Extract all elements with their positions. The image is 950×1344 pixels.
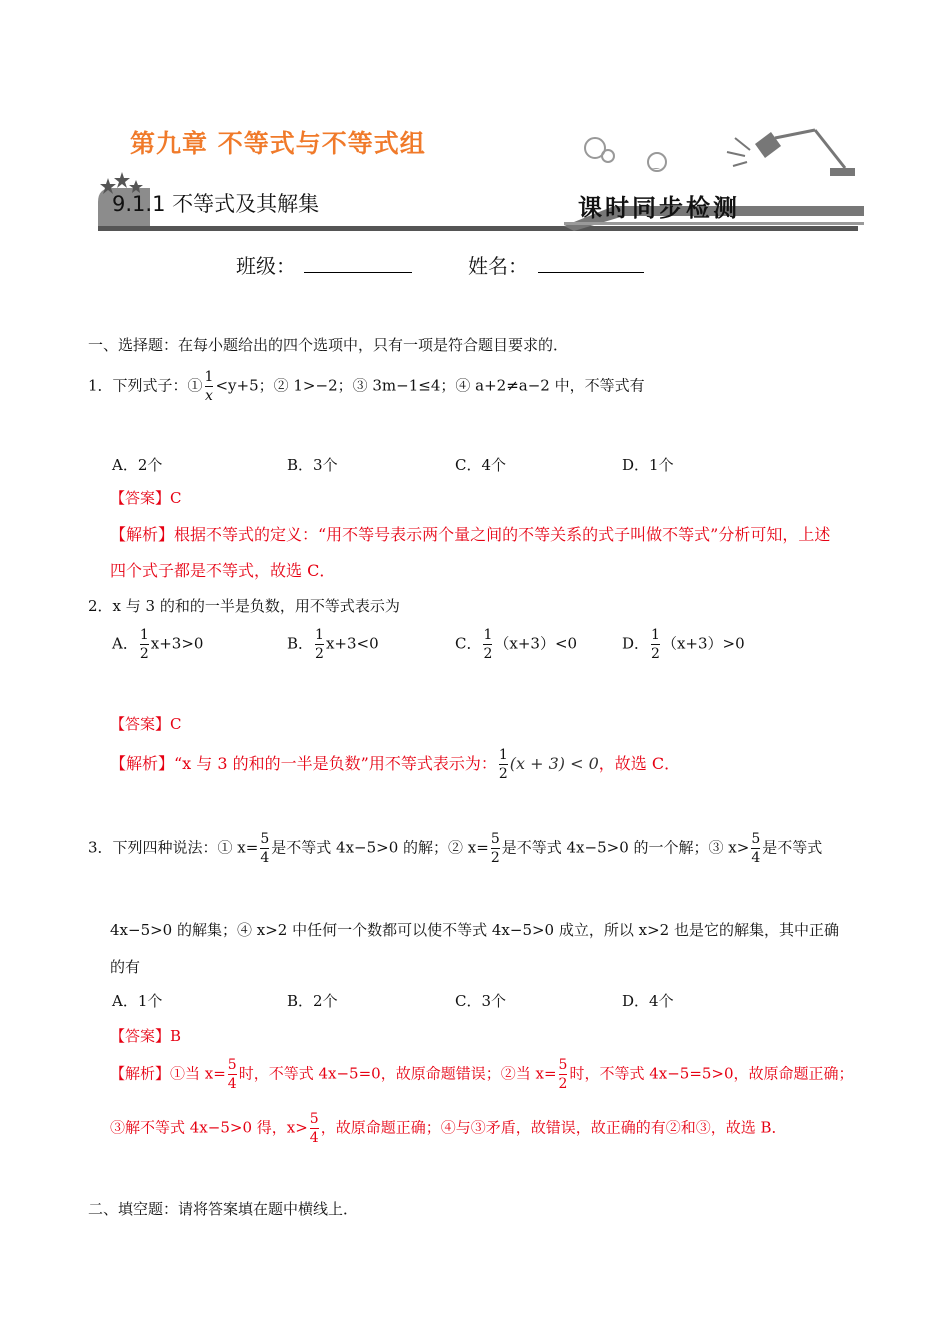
- sync-label: 课时同步检测: [578, 193, 740, 222]
- name-label: 姓名：: [468, 254, 528, 278]
- q2-option-a[interactable]: A． $\frac{1}{2}$ x+3>0: [112, 627, 204, 662]
- section-title: 9.1.1 不等式及其解集: [112, 192, 320, 216]
- q2-stem: 2．x 与 3 的和的一半是负数，用不等式表示为: [88, 597, 400, 615]
- q2-answer: 【答案】C: [110, 715, 182, 733]
- q3-stem-line1: 3．下列四种说法：① x= $\frac{5}{4}$ 是不等式 4x−5>0 的解；② x= $\frac{5}{2}$ 是不等式 4x−5>0 的一个解；③ x> $\frac{5}{4}$ 是不等式: [88, 831, 823, 866]
- q1-stem-rest: <y+5；② 1>−2；③ 3m−1≤4；④ a+2≠a−2 中，不等式有: [215, 376, 645, 395]
- q3-option-c[interactable]: C．3个: [455, 992, 507, 1010]
- q1-prefix: 1．下列式子：①: [88, 376, 203, 395]
- q3-analysis-line1: 【解析】①当 x= $\frac{5}{4}$ 时，不等式 4x−5=0，故原命题错误；②当 x= $\frac{5}{2}$ 时，不等式 4x−5=5>0，故原命题正确；: [110, 1057, 854, 1092]
- q1-option-b[interactable]: B．3个: [287, 456, 338, 474]
- part1-heading: 一、选择题：在每小题给出的四个选项中，只有一项是符合题目要求的．: [88, 336, 569, 354]
- lamp-decoration: [575, 128, 855, 188]
- q1-option-a[interactable]: A．2个: [112, 456, 163, 474]
- q3-analysis-line2: ③解不等式 4x−5>0 得，x> $\frac{5}{4}$ ，故原命题正确；④与③矛盾，故错误，故正确的有②和③，故选 B．: [110, 1111, 787, 1146]
- q1-stem: [88, 370, 645, 403]
- q1-fraction: $\frac{1}{x}$: [204, 369, 214, 404]
- q3-option-b[interactable]: B．2个: [287, 992, 338, 1010]
- q1-option-c[interactable]: C．4个: [455, 456, 507, 474]
- q3-option-a[interactable]: A．1个: [112, 992, 163, 1010]
- chapter-title: 第九章 不等式与不等式组: [130, 129, 426, 158]
- q1-option-d[interactable]: D．1个: [622, 456, 674, 474]
- q2-option-b[interactable]: B． $\frac{1}{2}$ x+3<0: [287, 627, 379, 662]
- class-input[interactable]: [304, 252, 412, 273]
- q2-analysis: 【解析】“x 与 3 的和的一半是负数”用不等式表示为： $\frac{1}{2}$ (x + 3) < 0，故选 C．: [110, 747, 681, 782]
- q1-analysis-line1: 【解析】根据不等式的定义：“用不等号表示两个量之间的不等关系的式子叫做不等式”分析可知，上述: [110, 525, 831, 544]
- q1-analysis-line2: 四个式子都是不等式，故选 C．: [110, 561, 336, 580]
- q3-stem-line2: 4x−5>0 的解集；④ x>2 中任何一个数都可以使不等式 4x−5>0 成立，所以 x>2 也是它的解集，其中正确: [110, 921, 839, 939]
- q2-option-c[interactable]: C． $\frac{1}{2}$ （x+3）<0: [455, 627, 578, 662]
- q3-option-d[interactable]: D．4个: [622, 992, 674, 1010]
- class-label: 班级：: [236, 254, 296, 278]
- name-input[interactable]: [538, 252, 644, 273]
- q1-answer: 【答案】C: [110, 489, 182, 507]
- q3-answer: 【答案】B: [110, 1027, 182, 1045]
- q2-option-d[interactable]: D． $\frac{1}{2}$ （x+3）>0: [622, 627, 745, 662]
- part2-heading: 二、填空题：请将答案填在题中横线上．: [88, 1200, 359, 1218]
- q3-stem-line3: 的有: [110, 958, 141, 976]
